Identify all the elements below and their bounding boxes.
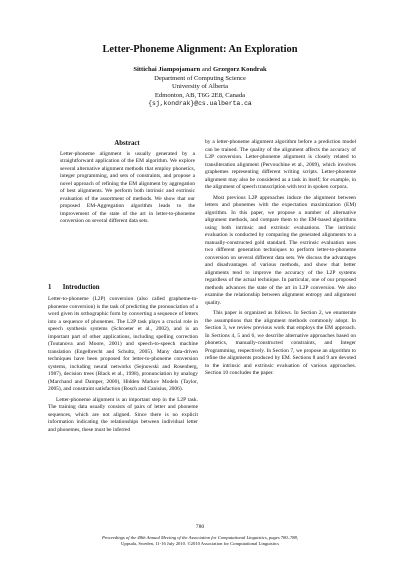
footer-line-1: Proceedings of the 48th Annual Meeting of the Association for Computational Linguistics, pages 780–788,: [101, 535, 299, 540]
intro-paragraph-1: Letter-to-phoneme (L2P) conversion (also called grapheme-to-phoneme conversion) is the task of predicting the pronunciation of a word given its orthographic form by converting a sequence of letters into a sequence of phonemes. The L2P task plays a crucial role in speech synthesis systems (Schroeter et al., 2002), and is an important part of other applications, including spelling correction (Toutanova and Moore, 2001) and speech-to-speech machine translation (Engelbrecht and Schultz, 2005). Many data-driven techniques have been proposed for letter-to-phoneme conversion systems, including neural networks (Sejnowski and Rosenberg, 1987), decision trees (Black et al., 1998), pronunciation by analogy (Marchand and Damper, 2000), Hidden Markov Models (Taylor, 2005), and constraint satisfaction (Bosch and Canisius, 2006).: [48, 296, 198, 392]
left-column-body: [48, 296, 198, 434]
author-department: Department of Computing Science: [154, 74, 246, 82]
right-paragraph-1: by a letter-phoneme alignment algorithm before a prediction model can be trained. The quality of the alignment affects the accuracy of L2P conversion. Letter-phoneme alignment is closely related to transliteration alignment (Pervouchine et al., 2009), which involves graphemes representing different writing scripts. Letter-phoneme alignment may also be considered as a task in itself; for example, in the alignment of speech transcription with text in spoken corpora.: [205, 139, 356, 190]
author-conjunction: and: [201, 66, 212, 73]
page-number: 780: [195, 524, 205, 530]
author-university: University of Alberta: [171, 83, 229, 91]
proceedings-footer: [0, 535, 400, 547]
author-names: [0, 66, 400, 75]
section-title: Introduction: [62, 284, 100, 291]
author-email: {sj,kondrak}@cs.ualberta.ca: [148, 100, 252, 108]
author-name-1: Sittichai Jiampojamarn: [133, 66, 201, 73]
right-paragraph-2: Most previous L2P approaches induce the alignment between letters and phonemes with the expectation maximization (EM) algorithm. In this paper, we propose a number of alternative alignment methods, and compare them to the EM-based algorithms using both intrinsic and extrinsic evaluations. The intrinsic evaluation is conducted by comparing the generated alignments to a manually-constructed gold standard. The extrinsic evaluation uses two different generation techniques to perform letter-to-phoneme conversion on several different data sets. We discuss the advantages and disadvantages of various methods, and show that better alignments tend to improve the accuracy of the L2P systems regardless of the actual technique. In particular, one of our proposed methods advances the state of the art in L2P conversion. We also examine the relationship between alignment entropy and alignment quality.: [205, 194, 356, 306]
abstract-heading: Abstract: [114, 140, 140, 147]
section-heading-introduction: [48, 284, 198, 291]
author-block: [0, 66, 400, 109]
right-paragraph-3: This paper is organized as follows. In Section 2, we enumerate the assumptions that the alignment methods commonly adopt. In Section 3, we review previous work that employs the EM approach. In Sections 4, 5 and 6, we describe alternative approaches based on phonetics, manually-constructed constraints, and Integer Programming, respectively. In Section 7, we propose an algorithm to refine the alignments produced by EM. Sections 8 and 9 are devoted to the intrinsic and extrinsic evaluation of various approaches. Section 10 concludes the paper.: [205, 310, 356, 376]
intro-paragraph-2: Letter-phoneme alignment is an important step in the L2P task. The training data usually consists of pairs of letter and phoneme sequences, which are not aligned. Since there is no explicit information indicating the relationships between individual letter and phonemes, these must be inferred: [48, 396, 198, 433]
paper-title: Letter-Phoneme Alignment: An Exploration: [102, 44, 298, 55]
right-column-body: [205, 139, 356, 378]
section-number: 1: [48, 284, 52, 291]
author-name-2: Grzegorz Kondrak: [213, 66, 267, 73]
author-address: Edmonton, AB, T6G 2E8, Canada: [154, 91, 246, 99]
abstract-text: Letter-phoneme alignment is usually generated by a straightforward application of the EM algorithm. We explore several alternative alignment methods that employ phonetics, integer programming, and sets of constraints, and propose a novel approach of refining the EM alignment by aggregation of best alignments. We perform both intrinsic and extrinsic evaluation of the assortment of methods. We show that our proposed EM-Aggregation algorithm leads to the improvement of the state of the art in letter-to-phoneme conversion on several different data sets.: [60, 151, 195, 225]
footer-line-2: Uppsala, Sweden, 11-16 July 2010. ©2010 Association for Computational Linguistics: [121, 540, 279, 546]
